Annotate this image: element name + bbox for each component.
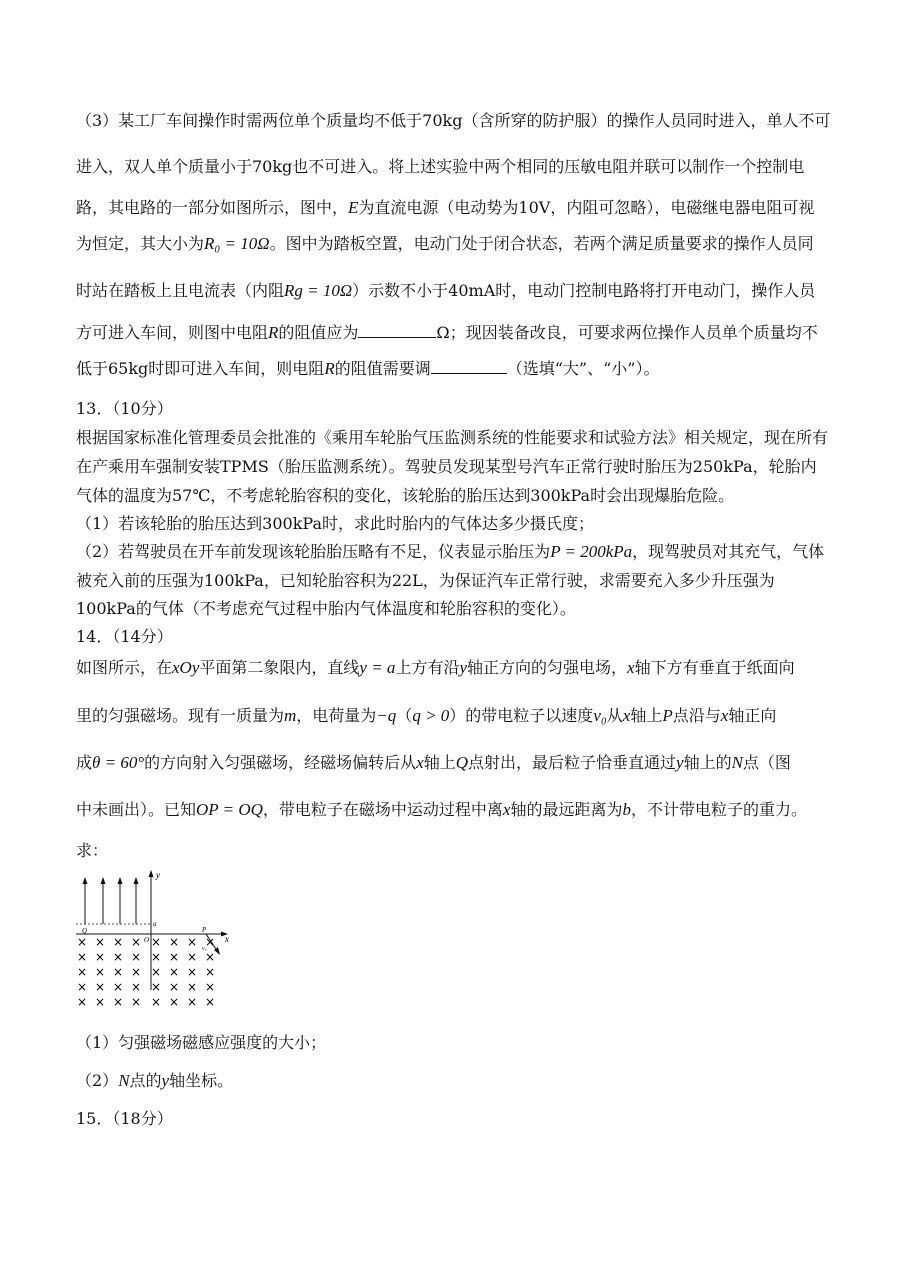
label-a: a	[153, 920, 157, 928]
q12-line-7: 低于65kg时即可进入车间，则电阻R的阻值需要调 （选填“大”、“小”）。	[76, 359, 660, 378]
cross-mark: ×	[130, 950, 142, 964]
q12-line-3: 路，其电路的一部分如图所示，图中，E为直流电源（电动势为10V，内阻可忽略），电磁继电器电阻可视	[76, 198, 815, 217]
q13-line-5: （2）若驾驶员在开车前发现该轮胎胎压略有不足，仪表显示胎压为P = 200kPa，现驾驶员对其充气，气体	[76, 542, 825, 561]
cross-mark: ×	[94, 950, 106, 964]
cross-mark: ×	[168, 995, 180, 1009]
cross-mark: ×	[204, 935, 216, 949]
cross-mark: ×	[94, 965, 106, 979]
cross-mark: ×	[168, 980, 180, 994]
cross-mark: ×	[186, 935, 198, 949]
cross-mark: ×	[112, 995, 124, 1009]
q12-line-1: （3）某工厂车间操作时需两位单个质量均不低于70kg（含所穿的防护服）的操作人员同时进入，单人不可	[76, 111, 831, 130]
q12-line-6: 方可进入车间，则图中电阻R的阻值应为 Ω；现因装备改良，可要求两位操作人员单个质量均不	[76, 323, 818, 342]
cross-mark: ×	[204, 995, 216, 1009]
q14-line-2: 里的匀强磁场。现有一质量为m，电荷量为−q（q > 0）的带电粒子以速度v₀从x轴上P点沿与x轴正向	[76, 706, 777, 725]
answer-blank-resistance[interactable]	[358, 322, 436, 338]
cross-mark: ×	[186, 980, 198, 994]
cross-mark: ×	[186, 950, 198, 964]
q14-sub-2: （2）N点的y轴坐标。	[76, 1071, 234, 1090]
cross-mark: ×	[168, 965, 180, 979]
cross-mark: ×	[94, 980, 106, 994]
q13-line-4: （1）若该轮胎的胎压达到300kPa时，求此时胎内的气体达多少摄氏度；	[76, 514, 595, 533]
q13-line-3: 气体的温度为57℃，不考虑轮胎容积的变化，该轮胎的胎压达到300kPa时会出现爆胎危险。	[76, 486, 735, 505]
label-origin: O	[144, 936, 150, 944]
x-axis-label: x	[225, 934, 229, 944]
cross-mark: ×	[186, 995, 198, 1009]
cross-mark: ×	[130, 935, 142, 949]
q13-line-7: 100kPa的气体（不考虑充气过程中胎内气体温度和轮胎容积的变化）。	[76, 599, 576, 618]
answer-blank-adjust[interactable]	[431, 358, 507, 374]
cross-mark: ×	[204, 965, 216, 979]
cross-mark: ×	[150, 950, 162, 964]
cross-mark: ×	[130, 995, 142, 1009]
label-q: Q	[82, 927, 88, 935]
q13-line-1: 根据国家标准化管理委员会批准的《乘用车轮胎气压监测系统的性能要求和试验方法》相关规定，现在所有	[76, 428, 829, 447]
cross-mark: ×	[150, 980, 162, 994]
cross-mark: ×	[112, 950, 124, 964]
cross-mark: ×	[76, 995, 88, 1009]
cross-mark: ×	[168, 950, 180, 964]
cross-mark: ×	[130, 965, 142, 979]
cross-mark: ×	[76, 935, 88, 949]
cross-mark: ×	[112, 980, 124, 994]
cross-mark: ×	[130, 980, 142, 994]
q14-line-5: 求：	[76, 841, 109, 860]
cross-mark: ×	[94, 935, 106, 949]
cross-mark: ×	[112, 965, 124, 979]
y-axis-label: y	[156, 870, 160, 880]
q14-heading: 14．（14分）	[76, 627, 173, 646]
cross-mark: ×	[204, 980, 216, 994]
cross-mark: ×	[150, 935, 162, 949]
q13-line-6: 被充入前的压强为100kPa，已知轮胎容积为22L，为保证汽车正常行驶，求需要充入多少升压强为	[76, 571, 775, 590]
cross-mark: ×	[150, 965, 162, 979]
cross-mark: ×	[112, 935, 124, 949]
cross-mark: ×	[76, 965, 88, 979]
cross-mark: ×	[76, 950, 88, 964]
cross-mark: ×	[94, 995, 106, 1009]
field-diagram	[72, 868, 242, 1018]
y-axis-arrow	[149, 870, 154, 877]
cross-mark: ×	[168, 935, 180, 949]
q15-heading: 15．（18分）	[76, 1109, 173, 1128]
cross-mark: ×	[150, 995, 162, 1009]
magnetic-field-crosses	[77, 935, 215, 1009]
q13-line-2: 在产乘用车强制安装TPMS（胎压监测系统）。驾驶员发现某型号汽车正常行驶时胎压为250kPa，轮胎内	[76, 457, 817, 476]
electric-field-arrows	[83, 877, 139, 924]
q12-line-5: 时站在踏板上且电流表（内阻Rg = 10Ω）示数不小于40mA时，电动门控制电路将打开电动门，操作人员	[76, 281, 816, 300]
q13-heading: 13．（10分）	[76, 399, 173, 418]
q12-line-4: 为恒定，其大小为R₀ = 10Ω。图中为踏板空置，电动门处于闭合状态，若两个满足质量要求的操作人员同	[76, 234, 814, 253]
label-p: P	[202, 926, 207, 934]
cross-mark: ×	[204, 950, 216, 964]
q14-line-3: 成θ = 60°的方向射入匀强磁场，经磁场偏转后从x轴上Q点射出，最后粒子恰垂直通过y轴上的N点（图	[76, 753, 791, 772]
q12-line-2: 进入，双人单个质量小于70kg也不可进入。将上述实验中两个相同的压敏电阻并联可以制作一个控制电	[76, 157, 805, 176]
q14-line-4: 中未画出）。已知OP = OQ，带电粒子在磁场中运动过程中离x轴的最远距离为b，不计带电粒子的重力。	[76, 800, 807, 819]
label-v0: v₀	[202, 946, 207, 952]
cross-mark: ×	[186, 965, 198, 979]
q14-line-1: 如图所示，在xOy平面第二象限内，直线y = a上方有沿y轴正方向的匀强电场，x轴下方有垂直于纸面向	[76, 658, 795, 677]
cross-mark: ×	[76, 980, 88, 994]
q14-sub-1: （1）匀强磁场磁感应强度的大小；	[76, 1033, 327, 1052]
